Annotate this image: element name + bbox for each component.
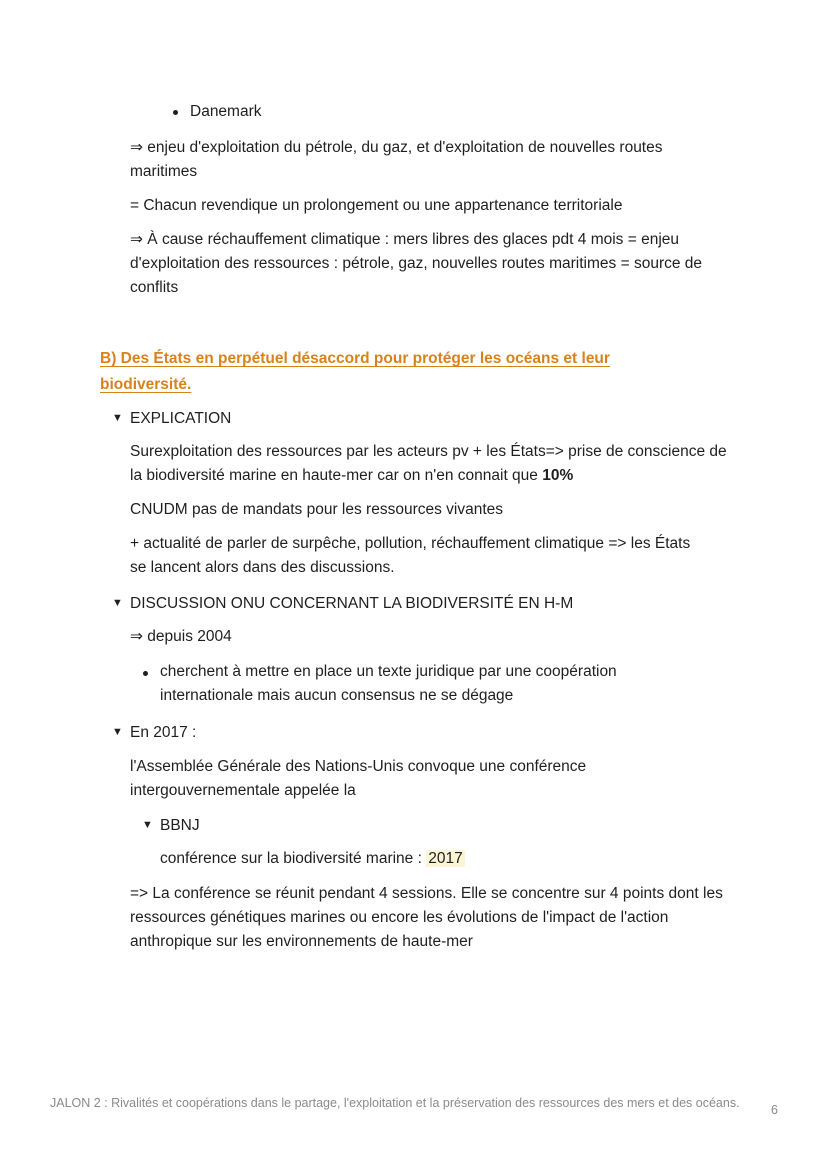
paragraph-arrow-rechauffement: ⇒ À cause réchauffement climatique : mers libres des glaces pdt 4 mois = enjeu d'exploitation des ressources : pétrole, gaz, nouvelles routes maritimes = source de conflits	[130, 231, 703, 296]
paragraph-surexploitation: Surexploitation des ressources par les acteurs pv + les États=> prise de conscience de la biodiversité marine en haute-mer car on n'en connait que 10%	[130, 443, 727, 484]
paragraph-conference-biodiversite: conférence sur la biodiversité marine : 2017	[160, 850, 463, 867]
paragraph-assemblee-generale: l'Assemblée Générale des Nations-Unis convoque une conférence intergouvernementale appelée la	[130, 758, 587, 799]
paragraph-cnudm: CNUDM pas de mandats pour les ressources vivantes	[130, 501, 504, 518]
bullet-icon	[173, 110, 178, 115]
highlighted-year: 2017	[428, 850, 463, 867]
paragraph-sessions: => La conférence se réunit pendant 4 sessions. Elle se concentre sur 4 points dont les ressources génétiques marines ou encore les évolutions de l'impact de l'action anthropique sur les environnements de haute-mer	[130, 885, 723, 950]
paragraph-arrow-exploitation: ⇒ enjeu d'exploitation du pétrole, du gaz, et d'exploitation de nouvelles routes maritimes	[130, 139, 663, 180]
toggle-en-2017[interactable]: En 2017 :	[130, 724, 197, 741]
page-number: 6	[771, 1103, 778, 1117]
paragraph-depuis-2004: ⇒ depuis 2004	[130, 628, 232, 645]
paragraph-revendication: = Chacun revendique un prolongement ou une appartenance territoriale	[130, 197, 623, 214]
bullet-icon	[143, 671, 148, 676]
toggle-triangle-icon[interactable]: ▼	[112, 597, 123, 609]
toggle-explication[interactable]: EXPLICATION	[130, 410, 232, 427]
list-item-cooperation: cherchent à mettre en place un texte juridique par une coopération internationale mais aucun consensus ne se dégage	[160, 663, 617, 704]
toggle-triangle-icon[interactable]: ▼	[112, 726, 123, 738]
list-item-danemark: Danemark	[190, 103, 262, 120]
toggle-triangle-icon[interactable]: ▼	[112, 412, 123, 424]
paragraph-actualite: + actualité de parler de surpêche, pollution, réchauffement climatique => les États se lancent alors dans des discussions.	[130, 535, 691, 576]
toggle-bbnj[interactable]: BBNJ	[160, 817, 200, 834]
toggle-triangle-icon[interactable]: ▼	[142, 819, 153, 831]
section-heading: B) Des États en perpétuel désaccord pour protéger les océans et leur biodiversité.	[100, 350, 610, 393]
page-footer: JALON 2 : Rivalités et coopérations dans le partage, l'exploitation et la préservation des ressources des mers et des océans.	[50, 1096, 740, 1110]
toggle-discussion-onu[interactable]: DISCUSSION ONU CONCERNANT LA BIODIVERSITÉ EN H-M	[130, 595, 574, 612]
